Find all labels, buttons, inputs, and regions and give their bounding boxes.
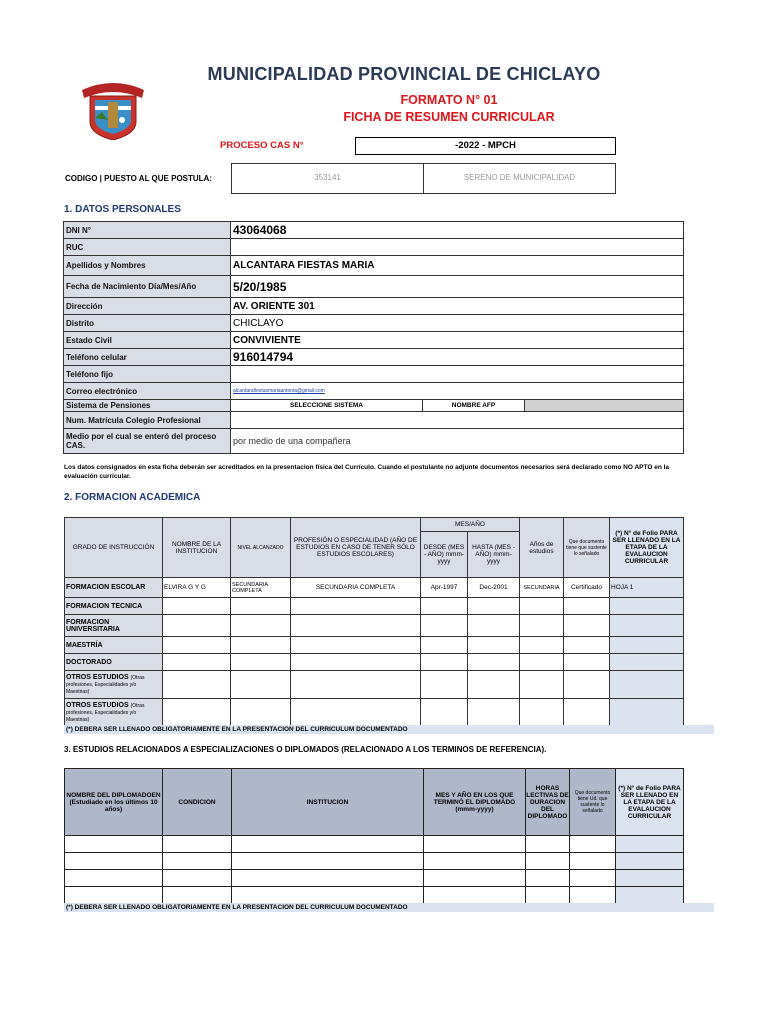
col-profesion: PROFESIÓN O ESPECIALIDAD (AÑO DE ESTUDIOS EN CASO DE TENER SÓLO ESTUDIOS ESCOLARES) [291,518,421,578]
row-label: Distrito [64,315,231,332]
nivel-cell[interactable] [231,615,291,637]
folio-cell[interactable] [610,699,684,727]
row-label [65,671,163,699]
col-grado: GRADO DE INSTRUCCIÓN [65,518,163,578]
col-condicion: CONDICION [163,769,232,836]
anios-cell[interactable] [520,637,564,654]
table-row [65,887,684,904]
anios-cell[interactable]: SECUNDARIA [520,578,564,598]
format-number: FORMATO N° 01 [400,93,498,107]
folio-cell[interactable] [610,637,684,654]
table-row [64,256,684,276]
col-horas: HORAS LECTIVAS DE DURACION DEL DIPLOMADO [526,769,570,836]
source-field[interactable]: por medio de una compañera [231,429,684,454]
documento-cell[interactable] [564,615,610,637]
profesion-cell[interactable] [291,671,421,699]
documento-cell[interactable]: Certificado [564,578,610,598]
cell[interactable] [232,887,424,904]
row-label: FORMACION ESCOLAR [65,578,163,598]
folio-cell[interactable] [616,836,684,853]
row-label: Correo electrónico [64,383,231,400]
row-label [65,699,163,727]
name-field[interactable]: ALCANTARA FIESTAS MARIA [231,256,684,276]
cell[interactable] [526,887,570,904]
hasta-cell[interactable]: Dec-2001 [468,578,520,598]
municipal-crest-icon [80,78,146,140]
col-mes-anio: MES Y AÑO EN LOS QUE TERMINÓ EL DIPLOMADO (mmm-yyyy) [424,769,526,836]
documento-cell[interactable] [564,598,610,615]
page-title: MUNICIPALIDAD PROVINCIAL DE CHICLAYO [207,64,601,84]
row-label: Estado Civil [64,332,231,349]
col-anios: Años de estudios [520,518,564,578]
anios-cell[interactable] [520,615,564,637]
cell[interactable] [526,870,570,887]
row-label: MAESTRÍA [65,637,163,654]
row-label: Apellidos y Nombres [64,256,231,276]
institucion-cell[interactable] [163,654,231,671]
desde-cell[interactable]: Apr-1997 [421,578,468,598]
cell[interactable] [163,853,232,870]
folio-cell[interactable] [610,615,684,637]
profesion-cell[interactable] [291,699,421,727]
anios-cell[interactable] [520,671,564,699]
profesion-cell[interactable] [291,637,421,654]
ruc-field[interactable] [231,239,684,256]
cell[interactable] [163,836,232,853]
table-row [65,853,684,870]
afp-field[interactable] [525,400,684,412]
nivel-cell[interactable] [231,637,291,654]
codigo-label: CODIGO | PUESTO AL QUE POSTULA: [65,174,212,183]
table-row [65,870,684,887]
institucion-cell[interactable] [163,637,231,654]
row-label: RUC [64,239,231,256]
cell[interactable] [65,887,163,904]
cell[interactable] [163,870,232,887]
col-nombre: NOMBRE DEL DIPLOMADOEN (Estudiado en los últimos 10 años) [65,769,163,836]
documento-cell[interactable] [564,654,610,671]
institucion-cell[interactable] [163,671,231,699]
cell[interactable] [232,853,424,870]
profesion-cell[interactable] [291,615,421,637]
folio-cell[interactable] [616,887,684,904]
proceso-label: PROCESO CAS N° [220,140,304,151]
academic-table [64,517,684,727]
col-folio: (*) N° de Folio PARA SER LLENADO EN LA ETAPA DE LA EVALAUCION CURRICULAR [616,769,684,836]
nivel-cell[interactable]: SECUNDARIA COMPLETA [231,578,291,598]
col-folio: (*) N° de Folio PARA SER LLENADO EN LA ETAPA DE LA EVALAUCION CURRICULAR [610,518,684,578]
codigo-box [231,163,616,194]
hasta-cell[interactable] [468,615,520,637]
col-desde: DESDE (MES - AÑO) mmm-yyyy [421,532,468,578]
table-header-row [65,769,684,836]
institucion-cell[interactable]: ELVIRA G Y G [163,578,231,598]
personal-data-table [63,221,684,454]
row-label: Teléfono celular [64,349,231,366]
pension-system-select[interactable]: SELECCIONE SISTEMA [231,400,423,412]
documento-cell[interactable] [564,699,610,727]
nivel-cell[interactable] [231,671,291,699]
table-row [64,332,684,349]
row-label: Dirección [64,298,231,315]
cell[interactable] [526,836,570,853]
table-row [65,637,684,654]
row-label-main: OTROS ESTUDIOS [66,702,129,709]
cell[interactable] [65,870,163,887]
desde-cell[interactable] [421,699,468,727]
mobile-phone-field[interactable]: 916014794 [231,349,684,366]
hasta-cell[interactable] [468,654,520,671]
desde-cell[interactable] [421,637,468,654]
row-label: DNI N° [64,222,231,239]
folio-cell[interactable]: HOJA 1 [610,578,684,598]
hasta-cell[interactable] [468,671,520,699]
profesion-cell[interactable] [291,654,421,671]
table-row [64,298,684,315]
district-field[interactable]: CHICLAYO [231,315,684,332]
profesion-cell[interactable]: SECUNDARIA COMPLETA [291,578,421,598]
institucion-cell[interactable] [163,699,231,727]
footnote: (*) DEBERA SER LLENADO OBLIGATORIAMENTE EN LA PRESENTACION DEL CURRICULUM DOCUMENTADO [64,725,714,734]
table-row [64,315,684,332]
row-label: DOCTORADO [65,654,163,671]
table-header-row [65,518,684,532]
table-row [64,222,684,239]
cell[interactable] [526,853,570,870]
birthdate-field[interactable]: 5/20/1985 [231,276,684,298]
table-row [65,699,684,727]
col-mes-anio: MES/AÑO [421,518,520,532]
cell[interactable] [232,836,424,853]
section-title-formacion-academica: 2. FORMACION ACADEMICA [64,492,201,503]
table-row [64,366,684,383]
folio-cell[interactable] [616,870,684,887]
institucion-cell[interactable] [163,598,231,615]
table-row [65,598,684,615]
hasta-cell[interactable] [468,699,520,727]
table-row [65,671,684,699]
section-title-datos-personales: 1. DATOS PERSONALES [64,204,181,215]
col-institucion: NOMBRE DE LA INSTITUCION [163,518,231,578]
table-row [64,239,684,256]
cell[interactable] [424,887,526,904]
cell[interactable] [570,887,616,904]
cell[interactable] [570,836,616,853]
row-label: Sistema de Pensiones [64,400,231,412]
hasta-cell[interactable] [468,598,520,615]
civil-status-field[interactable]: CONVIVIENTE [231,332,684,349]
folio-cell[interactable] [610,598,684,615]
afp-label: NOMBRE AFP [423,400,525,412]
row-label: Medio por el cual se enteró del proceso CAS. [64,429,231,454]
disclaimer-note: Los datos consignados en esta ficha deberán ser acreditados en la presentacion física del Currículo. Cuando el postulante no adjunte documentos necesarios será declarado como NO APTO en la evaluación curricular. [64,464,670,480]
row-label-sub: (Otras profesiones, Especialidades y/o Maestrias) [66,675,145,695]
profesion-cell[interactable] [291,598,421,615]
row-label: Num. Matrícula Colegio Profesional [64,412,231,429]
dni-field[interactable]: 43064068 [231,222,684,239]
table-row [65,578,684,598]
cell[interactable] [570,870,616,887]
table-row [64,349,684,366]
cell[interactable] [424,870,526,887]
nivel-cell[interactable] [231,654,291,671]
form-subtitle: FICHA DE RESUMEN CURRICULAR [343,110,555,124]
table-row [65,836,684,853]
section-title-diplomados: 3. ESTUDIOS RELACIONADOS A ESPECIALIZACIONES O DIPLOMADOS (RELACIONADO A LOS TERMINOS DE REFERENCIA). [64,745,547,754]
row-label: FORMACION TECNICA [65,598,163,615]
footnote: (*) DEBERA SER LLENADO OBLIGATORIAMENTE EN LA PRESENTACION DEL CURRICULUM DOCUMENTADO [64,903,714,912]
col-nivel: NIVEL ALCANZADO [231,518,291,578]
cell[interactable] [232,870,424,887]
desde-cell[interactable] [421,671,468,699]
cell[interactable] [424,853,526,870]
desde-cell[interactable] [421,598,468,615]
puesto-field[interactable]: SERENO DE MUNICIPALIDAD [423,164,615,193]
col-institucion: INSTITUCION [232,769,424,836]
col-hasta: HASTA (MES - AÑO) mmm-yyyy [468,532,520,578]
table-row [64,429,684,454]
hasta-cell[interactable] [468,637,520,654]
address-field[interactable]: AV. ORIENTE 301 [231,298,684,315]
row-label: FORMACION UNIVERSITARIA [65,615,163,637]
row-label-sub: (Otras profesiones, Especialidades y/o Maestrias) [66,703,145,723]
cell[interactable] [65,836,163,853]
anios-cell[interactable] [520,598,564,615]
cell[interactable] [570,853,616,870]
proceso-field[interactable]: -2022 - MPCH [355,137,616,155]
col-documento: Que documento tiene Ud. que sustente lo señalado [570,769,616,836]
table-row [65,654,684,671]
row-label-main: OTROS ESTUDIOS [66,674,129,681]
col-documento: Que documento tiene que sustente lo señalado [564,518,610,578]
cell[interactable] [65,853,163,870]
email-link[interactable]: alcantarafiestasmariaantonia@gmail.com [231,383,684,400]
landline-field[interactable] [231,366,684,383]
row-label: Fecha de Nacimiento Día/Mes/Año [64,276,231,298]
desde-cell[interactable] [421,654,468,671]
codigo-field[interactable]: 353141 [314,173,341,182]
cell[interactable] [424,836,526,853]
anios-cell[interactable] [520,699,564,727]
documento-cell[interactable] [564,671,610,699]
cell[interactable] [163,887,232,904]
row-label: Teléfono fijo [64,366,231,383]
desde-cell[interactable] [421,615,468,637]
table-row [64,400,684,412]
table-row [64,276,684,298]
institucion-cell[interactable] [163,615,231,637]
diplomados-table [64,768,684,904]
folio-cell[interactable] [610,654,684,671]
documento-cell[interactable] [564,637,610,654]
nivel-cell[interactable] [231,699,291,727]
folio-cell[interactable] [610,671,684,699]
table-row [65,615,684,637]
table-row [64,412,684,429]
table-row [64,383,684,400]
nivel-cell[interactable] [231,598,291,615]
registration-number-field[interactable] [231,412,684,429]
folio-cell[interactable] [616,853,684,870]
anios-cell[interactable] [520,654,564,671]
